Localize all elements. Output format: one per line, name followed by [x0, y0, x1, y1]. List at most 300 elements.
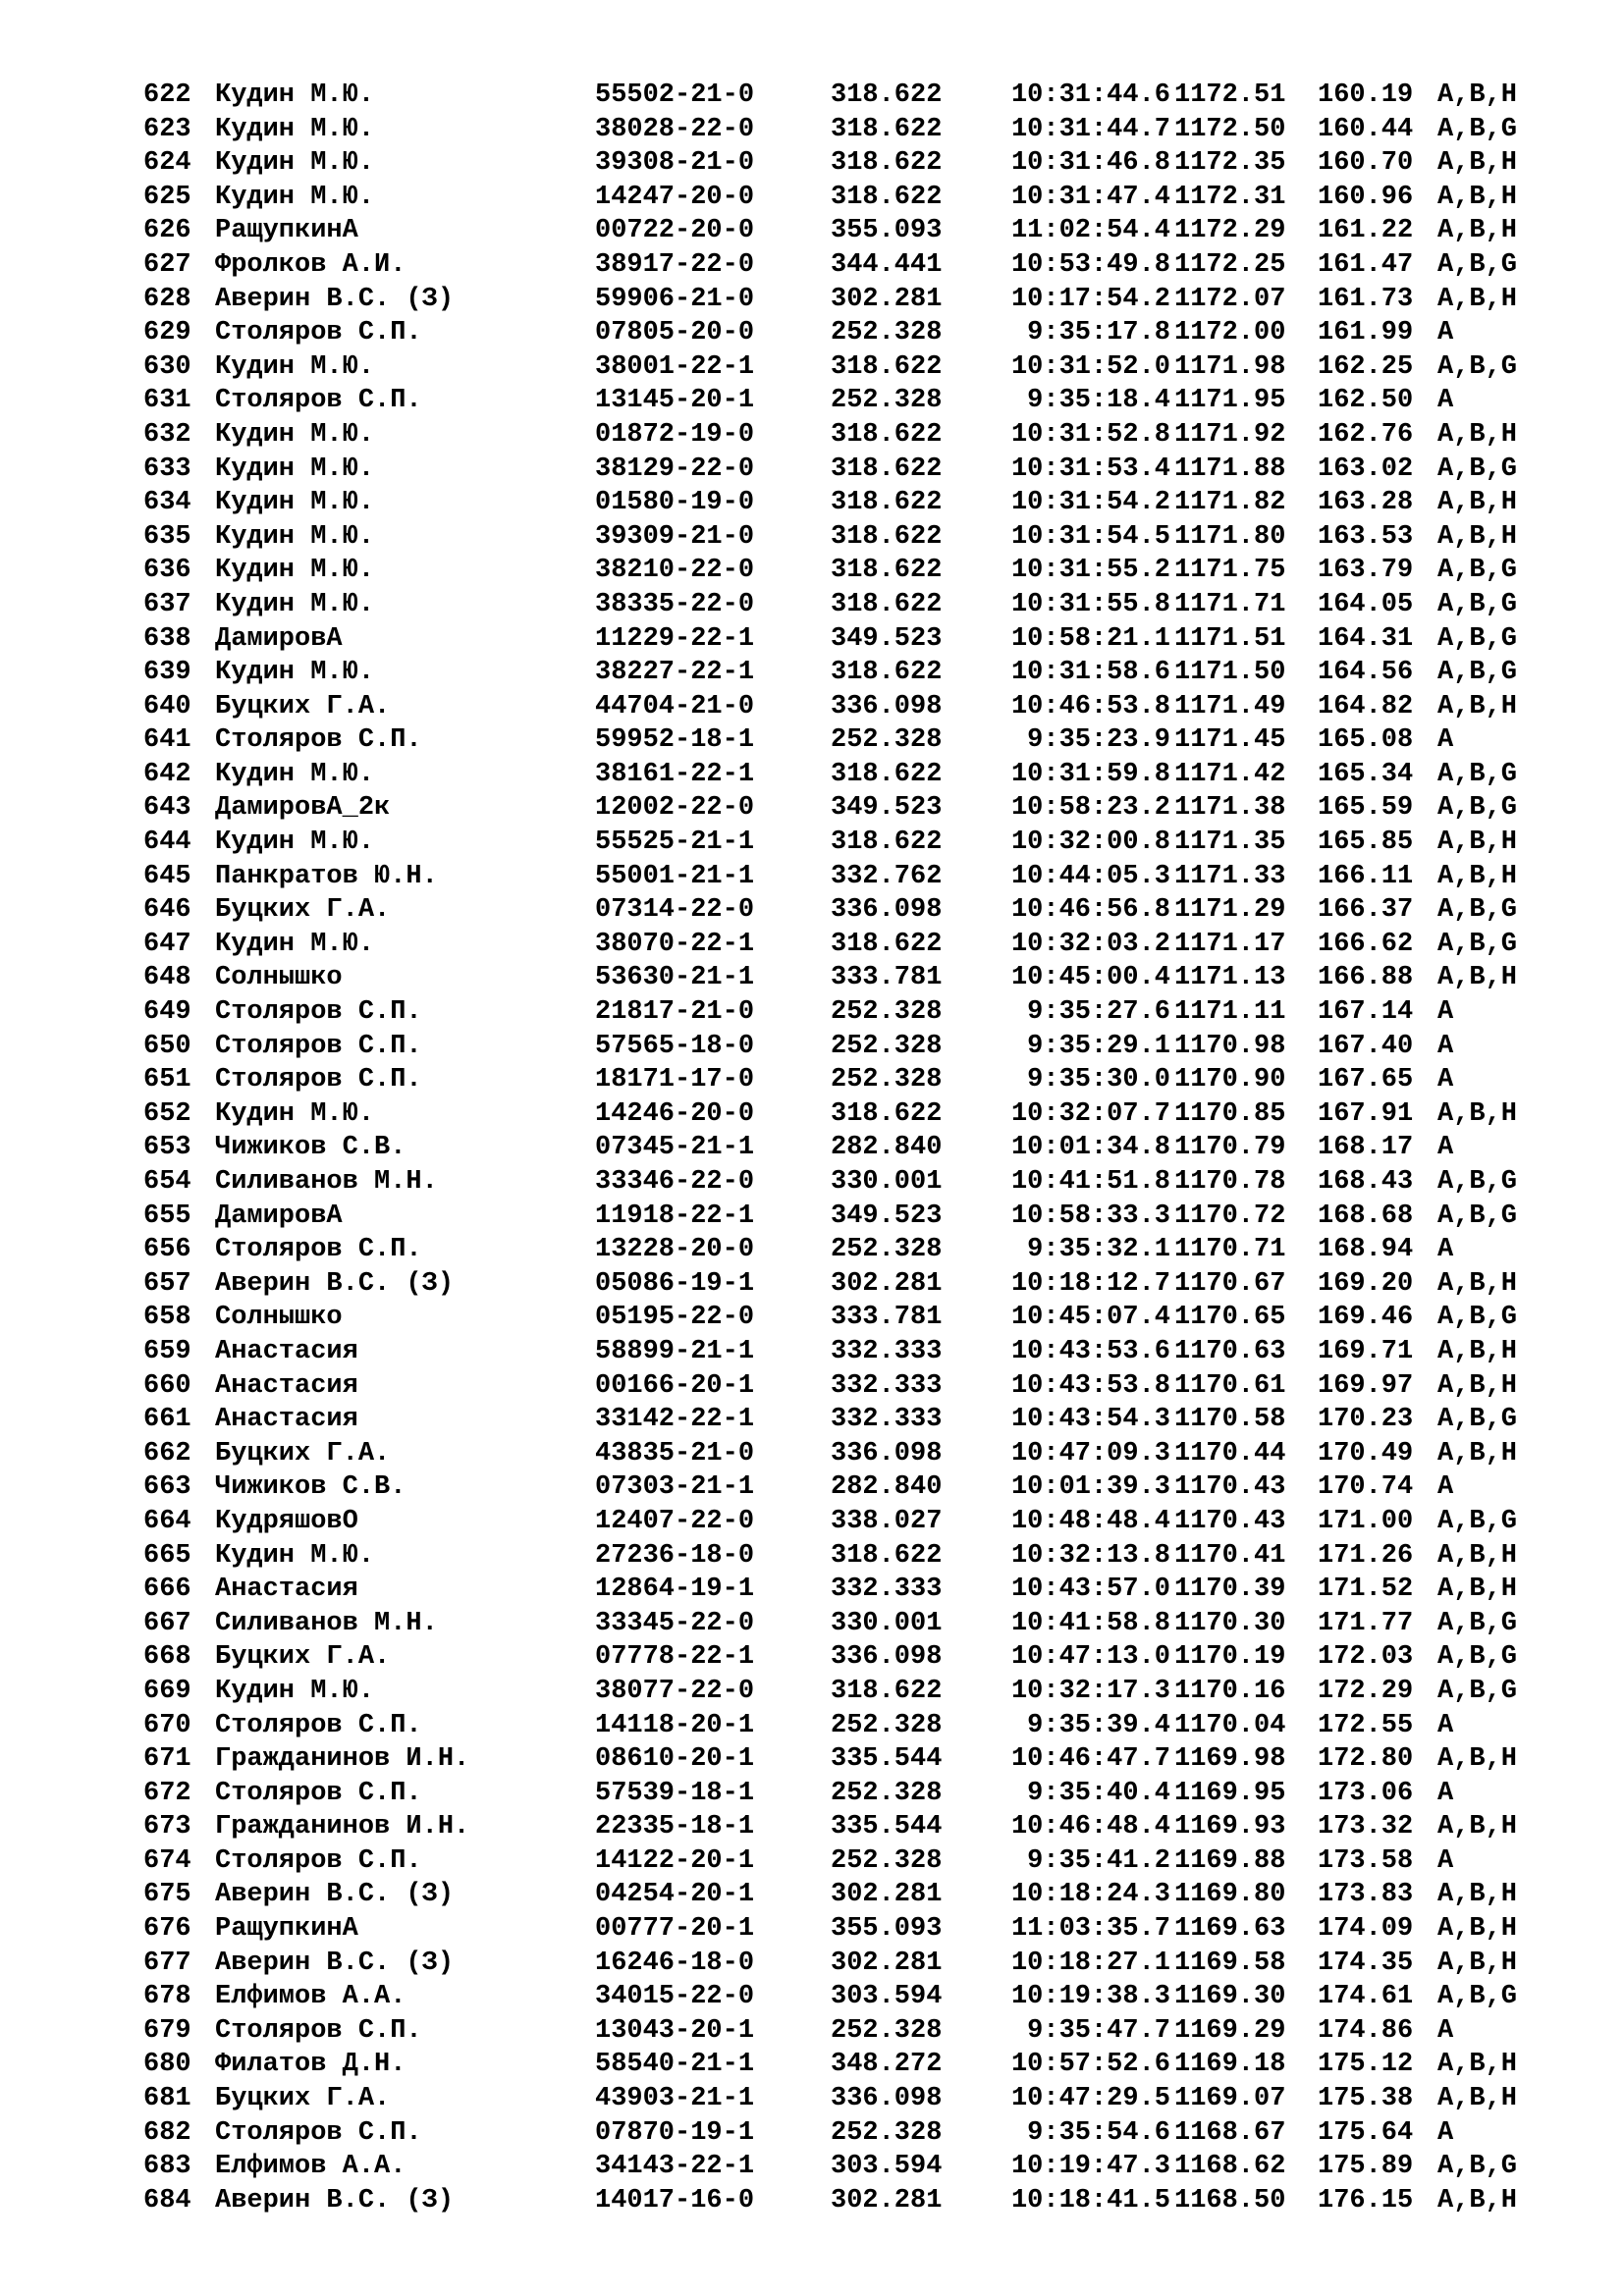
flags-value: A,B,H	[1437, 419, 1518, 450]
flags-value: A,B,G	[1437, 658, 1518, 688]
ring-id: 00722-20-0	[595, 216, 755, 246]
flags-value: A,B,H	[1437, 80, 1518, 110]
arrival-time: 10:31:46.8	[1010, 148, 1170, 179]
coefficient-value: 169.71	[1318, 1336, 1414, 1366]
coefficient-value: 175.89	[1318, 2152, 1414, 2182]
ring-id: 05195-22-0	[595, 1303, 755, 1333]
row-number: 657	[143, 1268, 191, 1299]
participant-name: ДамировА	[215, 623, 343, 654]
participant-name: Анастасия	[215, 1575, 358, 1605]
row-number: 645	[143, 861, 191, 891]
ring-id: 12407-22-0	[595, 1506, 755, 1536]
table-row	[143, 893, 1557, 928]
speed-value: 1172.50	[1174, 114, 1286, 144]
participant-name: Кудин М.Ю.	[215, 148, 375, 179]
distance-value: 252.328	[831, 1031, 943, 1061]
speed-value: 1170.16	[1174, 1676, 1286, 1706]
distance-value: 332.333	[831, 1336, 943, 1366]
coefficient-value: 175.12	[1318, 2050, 1414, 2080]
table-row	[143, 1810, 1557, 1844]
table-row	[143, 826, 1557, 860]
row-number: 643	[143, 793, 191, 824]
coefficient-value: 163.53	[1318, 521, 1414, 552]
row-number: 635	[143, 521, 191, 552]
ring-id: 39309-21-0	[595, 521, 755, 552]
speed-value: 1171.35	[1174, 828, 1286, 858]
speed-value: 1170.04	[1174, 1710, 1286, 1740]
flags-value: A,B,H	[1437, 1948, 1518, 1978]
distance-value: 344.441	[831, 249, 943, 280]
table-row	[143, 1947, 1557, 1981]
participant-name: Кудин М.Ю.	[215, 419, 375, 450]
speed-value: 1172.07	[1174, 284, 1286, 314]
ring-id: 57565-18-0	[595, 1031, 755, 1061]
flags-value: A,B,H	[1437, 2050, 1518, 2080]
speed-value: 1169.58	[1174, 1948, 1286, 1978]
ring-id: 07345-21-1	[595, 1133, 755, 1163]
speed-value: 1169.29	[1174, 2015, 1286, 2046]
ring-id: 59906-21-0	[595, 284, 755, 314]
speed-value: 1171.98	[1174, 351, 1286, 382]
participant-name: Столяров С.П.	[215, 1778, 422, 1808]
ring-id: 18171-17-0	[595, 1065, 755, 1095]
distance-value: 349.523	[831, 623, 943, 654]
row-number: 676	[143, 1914, 191, 1945]
coefficient-value: 171.26	[1318, 1540, 1414, 1571]
table-row	[143, 2116, 1557, 2151]
speed-value: 1172.35	[1174, 148, 1286, 179]
table-row	[143, 1369, 1557, 1404]
distance-value: 335.544	[831, 1812, 943, 1842]
table-row	[143, 146, 1557, 181]
flags-value: A,B,H	[1437, 1098, 1518, 1129]
participant-name: Кудин М.Ю.	[215, 488, 375, 518]
coefficient-value: 170.23	[1318, 1405, 1414, 1435]
row-number: 641	[143, 725, 191, 756]
coefficient-value: 175.64	[1318, 2117, 1414, 2148]
participant-name: Аверин В.С. (З)	[215, 1880, 455, 1910]
arrival-time: 10:58:21.1	[1010, 623, 1170, 654]
arrival-time: 9:35:39.4	[1027, 1710, 1170, 1740]
speed-value: 1169.07	[1174, 2084, 1286, 2114]
flags-value: A,B,G	[1437, 1676, 1518, 1706]
row-number: 663	[143, 1472, 191, 1503]
table-row	[143, 1912, 1557, 1947]
table-row	[143, 2150, 1557, 2184]
ring-id: 13145-20-1	[595, 386, 755, 416]
participant-name: Филатов Д.Н.	[215, 2050, 406, 2080]
ring-id: 44704-21-0	[595, 691, 755, 721]
coefficient-value: 173.06	[1318, 1778, 1414, 1808]
speed-value: 1170.71	[1174, 1235, 1286, 1265]
coefficient-value: 164.05	[1318, 589, 1414, 619]
ring-id: 43903-21-1	[595, 2084, 755, 2114]
distance-value: 282.840	[831, 1472, 943, 1503]
arrival-time: 10:32:13.8	[1010, 1540, 1170, 1571]
row-number: 634	[143, 488, 191, 518]
flags-value: A,B,H	[1437, 1370, 1518, 1401]
flags-value: A	[1437, 1235, 1454, 1265]
table-row	[143, 181, 1557, 215]
participant-name: Кудин М.Ю.	[215, 351, 375, 382]
distance-value: 348.272	[831, 2050, 943, 2080]
coefficient-value: 160.44	[1318, 114, 1414, 144]
flags-value: A,B,H	[1437, 1914, 1518, 1945]
coefficient-value: 168.94	[1318, 1235, 1414, 1265]
row-number: 638	[143, 623, 191, 654]
table-row	[143, 1573, 1557, 1607]
speed-value: 1170.85	[1174, 1098, 1286, 1129]
ring-id: 11918-22-1	[595, 1201, 755, 1231]
coefficient-value: 168.43	[1318, 1167, 1414, 1197]
coefficient-value: 162.25	[1318, 351, 1414, 382]
flags-value: A	[1437, 1845, 1454, 1876]
arrival-time: 10:31:55.8	[1010, 589, 1170, 619]
table-row	[143, 2014, 1557, 2049]
flags-value: A,B,G	[1437, 454, 1518, 484]
distance-value: 332.333	[831, 1575, 943, 1605]
table-row	[143, 995, 1557, 1030]
coefficient-value: 174.35	[1318, 1948, 1414, 1978]
row-number: 622	[143, 80, 191, 110]
distance-value: 335.544	[831, 1744, 943, 1775]
coefficient-value: 170.74	[1318, 1472, 1414, 1503]
arrival-time: 10:31:59.8	[1010, 759, 1170, 789]
participant-name: Елфимов А.А.	[215, 2152, 406, 2182]
row-number: 633	[143, 454, 191, 484]
participant-name: Кудин М.Ю.	[215, 759, 375, 789]
speed-value: 1171.45	[1174, 725, 1286, 756]
flags-value: A,B,H	[1437, 1812, 1518, 1842]
arrival-time: 10:43:53.6	[1010, 1336, 1170, 1366]
coefficient-value: 169.20	[1318, 1268, 1414, 1299]
row-number: 675	[143, 1880, 191, 1910]
arrival-time: 10:45:00.4	[1010, 963, 1170, 993]
distance-value: 302.281	[831, 1948, 943, 1978]
arrival-time: 10:31:52.8	[1010, 419, 1170, 450]
distance-value: 252.328	[831, 2015, 943, 2046]
speed-value: 1171.92	[1174, 419, 1286, 450]
distance-value: 333.781	[831, 963, 943, 993]
coefficient-value: 172.80	[1318, 1744, 1414, 1775]
table-row	[143, 486, 1557, 520]
speed-value: 1171.88	[1174, 454, 1286, 484]
coefficient-value: 168.68	[1318, 1201, 1414, 1231]
speed-value: 1170.90	[1174, 1065, 1286, 1095]
participant-name: ДамировА_2к	[215, 793, 391, 824]
distance-value: 282.840	[831, 1133, 943, 1163]
ring-id: 14247-20-0	[595, 182, 755, 212]
speed-value: 1169.93	[1174, 1812, 1286, 1842]
table-row	[143, 1777, 1557, 1811]
ring-id: 07303-21-1	[595, 1472, 755, 1503]
row-number: 672	[143, 1778, 191, 1808]
arrival-time: 10:31:52.0	[1010, 351, 1170, 382]
ring-id: 43835-21-0	[595, 1438, 755, 1468]
coefficient-value: 164.82	[1318, 691, 1414, 721]
arrival-time: 10:31:54.2	[1010, 488, 1170, 518]
arrival-time: 10:58:33.3	[1010, 1201, 1170, 1231]
table-row	[143, 690, 1557, 724]
arrival-time: 9:35:41.2	[1027, 1845, 1170, 1876]
speed-value: 1169.18	[1174, 2050, 1286, 2080]
arrival-time: 10:31:44.6	[1010, 80, 1170, 110]
participant-name: Аверин В.С. (З)	[215, 284, 455, 314]
table-row	[143, 758, 1557, 792]
row-number: 630	[143, 351, 191, 382]
ring-id: 14122-20-1	[595, 1845, 755, 1876]
participant-name: Кудин М.Ю.	[215, 1676, 375, 1706]
table-row	[143, 1539, 1557, 1574]
participant-name: Кудин М.Ю.	[215, 1540, 375, 1571]
distance-value: 302.281	[831, 2185, 943, 2216]
ring-id: 38917-22-0	[595, 249, 755, 280]
distance-value: 318.622	[831, 182, 943, 212]
arrival-time: 10:31:54.5	[1010, 521, 1170, 552]
participant-name: Кудин М.Ю.	[215, 182, 375, 212]
participant-name: Столяров С.П.	[215, 1235, 422, 1265]
coefficient-value: 172.03	[1318, 1642, 1414, 1673]
coefficient-value: 165.08	[1318, 725, 1414, 756]
arrival-time: 9:35:54.6	[1027, 2117, 1170, 2148]
ring-id: 16246-18-0	[595, 1948, 755, 1978]
row-number: 655	[143, 1201, 191, 1231]
coefficient-value: 163.02	[1318, 454, 1414, 484]
coefficient-value: 172.55	[1318, 1710, 1414, 1740]
distance-value: 302.281	[831, 1268, 943, 1299]
distance-value: 355.093	[831, 1914, 943, 1945]
distance-value: 252.328	[831, 1845, 943, 1876]
arrival-time: 9:35:47.7	[1027, 2015, 1170, 2046]
participant-name: Столяров С.П.	[215, 1031, 422, 1061]
flags-value: A,B,H	[1437, 691, 1518, 721]
coefficient-value: 167.65	[1318, 1065, 1414, 1095]
table-row	[143, 723, 1557, 758]
distance-value: 318.622	[831, 1540, 943, 1571]
flags-value: A,B,G	[1437, 623, 1518, 654]
flags-value: A,B,G	[1437, 793, 1518, 824]
distance-value: 336.098	[831, 1642, 943, 1673]
table-row	[143, 1505, 1557, 1539]
speed-value: 1170.61	[1174, 1370, 1286, 1401]
flags-value: A,B,H	[1437, 216, 1518, 246]
flags-value: A	[1437, 1472, 1454, 1503]
ring-id: 38161-22-1	[595, 759, 755, 789]
participant-name: Столяров С.П.	[215, 2015, 422, 2046]
participant-name: Кудин М.Ю.	[215, 454, 375, 484]
row-number: 640	[143, 691, 191, 721]
participant-name: Гражданинов И.Н.	[215, 1744, 470, 1775]
coefficient-value: 161.73	[1318, 284, 1414, 314]
row-number: 632	[143, 419, 191, 450]
arrival-time: 10:31:47.4	[1010, 182, 1170, 212]
flags-value: A	[1437, 1065, 1454, 1095]
arrival-time: 9:35:30.0	[1027, 1065, 1170, 1095]
participant-name: Кудин М.Ю.	[215, 589, 375, 619]
flags-value: A,B,H	[1437, 284, 1518, 314]
flags-value: A,B,G	[1437, 1506, 1518, 1536]
flags-value: A,B,G	[1437, 1405, 1518, 1435]
speed-value: 1169.95	[1174, 1778, 1286, 1808]
row-number: 651	[143, 1065, 191, 1095]
distance-value: 252.328	[831, 1778, 943, 1808]
row-number: 677	[143, 1948, 191, 1978]
row-number: 626	[143, 216, 191, 246]
participant-name: Буцких Г.А.	[215, 691, 391, 721]
table-row	[143, 1470, 1557, 1505]
participant-name: Буцких Г.А.	[215, 1438, 391, 1468]
coefficient-value: 160.70	[1318, 148, 1414, 179]
participant-name: РащупкинА	[215, 216, 358, 246]
coefficient-value: 160.19	[1318, 80, 1414, 110]
row-number: 669	[143, 1676, 191, 1706]
arrival-time: 10:45:07.4	[1010, 1303, 1170, 1333]
row-number: 682	[143, 2117, 191, 2148]
arrival-time: 10:47:09.3	[1010, 1438, 1170, 1468]
speed-value: 1168.67	[1174, 2117, 1286, 2148]
flags-value: A	[1437, 1133, 1454, 1163]
arrival-time: 9:35:32.1	[1027, 1235, 1170, 1265]
distance-value: 336.098	[831, 691, 943, 721]
flags-value: A	[1437, 318, 1454, 348]
distance-value: 333.781	[831, 1303, 943, 1333]
coefficient-value: 163.28	[1318, 488, 1414, 518]
flags-value: A,B,H	[1437, 1744, 1518, 1775]
participant-name: Елфимов А.А.	[215, 1982, 406, 2012]
distance-value: 349.523	[831, 793, 943, 824]
participant-name: Кудин М.Ю.	[215, 114, 375, 144]
speed-value: 1172.00	[1174, 318, 1286, 348]
speed-value: 1170.72	[1174, 1201, 1286, 1231]
speed-value: 1171.75	[1174, 556, 1286, 586]
distance-value: 252.328	[831, 386, 943, 416]
coefficient-value: 171.00	[1318, 1506, 1414, 1536]
arrival-time: 10:32:07.7	[1010, 1098, 1170, 1129]
table-row	[143, 928, 1557, 962]
participant-name: Анастасия	[215, 1370, 358, 1401]
ring-id: 21817-21-0	[595, 997, 755, 1028]
speed-value: 1171.11	[1174, 997, 1286, 1028]
speed-value: 1171.29	[1174, 895, 1286, 926]
speed-value: 1169.63	[1174, 1914, 1286, 1945]
row-number: 661	[143, 1405, 191, 1435]
participant-name: Кудин М.Ю.	[215, 658, 375, 688]
speed-value: 1170.43	[1174, 1506, 1286, 1536]
arrival-time: 10:31:44.7	[1010, 114, 1170, 144]
arrival-time: 10:31:53.4	[1010, 454, 1170, 484]
speed-value: 1170.30	[1174, 1608, 1286, 1638]
ring-id: 08610-20-1	[595, 1744, 755, 1775]
speed-value: 1170.63	[1174, 1336, 1286, 1366]
row-number: 646	[143, 895, 191, 926]
distance-value: 318.622	[831, 828, 943, 858]
speed-value: 1170.44	[1174, 1438, 1286, 1468]
table-row	[143, 1030, 1557, 1064]
ring-id: 11229-22-1	[595, 623, 755, 654]
row-number: 654	[143, 1167, 191, 1197]
flags-value: A,B,H	[1437, 182, 1518, 212]
row-number: 671	[143, 1744, 191, 1775]
participant-name: Столяров С.П.	[215, 386, 422, 416]
row-number: 650	[143, 1031, 191, 1061]
flags-value: A,B,H	[1437, 1268, 1518, 1299]
distance-value: 330.001	[831, 1167, 943, 1197]
coefficient-value: 174.09	[1318, 1914, 1414, 1945]
table-row	[143, 1878, 1557, 1912]
distance-value: 303.594	[831, 2152, 943, 2182]
distance-value: 318.622	[831, 488, 943, 518]
flags-value: A,B,H	[1437, 148, 1518, 179]
ring-id: 14017-16-0	[595, 2185, 755, 2216]
flags-value: A	[1437, 2015, 1454, 2046]
flags-value: A,B,H	[1437, 1336, 1518, 1366]
participant-name: Анастасия	[215, 1336, 358, 1366]
arrival-time: 9:35:17.8	[1027, 318, 1170, 348]
speed-value: 1170.39	[1174, 1575, 1286, 1605]
participant-name: Кудин М.Ю.	[215, 1098, 375, 1129]
table-row	[143, 622, 1557, 657]
flags-value: A	[1437, 1031, 1454, 1061]
participant-name: Столяров С.П.	[215, 725, 422, 756]
table-row	[143, 791, 1557, 826]
participant-name: Панкратов Ю.Н.	[215, 861, 438, 891]
row-number: 673	[143, 1812, 191, 1842]
participant-name: Кудин М.Ю.	[215, 828, 375, 858]
speed-value: 1169.88	[1174, 1845, 1286, 1876]
distance-value: 252.328	[831, 1710, 943, 1740]
table-row	[143, 113, 1557, 147]
arrival-time: 10:01:39.3	[1010, 1472, 1170, 1503]
participant-name: Кудин М.Ю.	[215, 929, 375, 959]
flags-value: A,B,G	[1437, 1201, 1518, 1231]
participant-name: Столяров С.П.	[215, 318, 422, 348]
table-row	[143, 1165, 1557, 1200]
ring-id: 00777-20-1	[595, 1914, 755, 1945]
row-number: 664	[143, 1506, 191, 1536]
ring-id: 13228-20-0	[595, 1235, 755, 1265]
table-row	[143, 418, 1557, 453]
participant-name: Аверин В.С. (З)	[215, 1268, 455, 1299]
ring-id: 33345-22-0	[595, 1608, 755, 1638]
distance-value: 252.328	[831, 2117, 943, 2148]
speed-value: 1168.62	[1174, 2152, 1286, 2182]
speed-value: 1171.51	[1174, 623, 1286, 654]
ring-id: 07805-20-0	[595, 318, 755, 348]
speed-value: 1170.79	[1174, 1133, 1286, 1163]
row-number: 662	[143, 1438, 191, 1468]
flags-value: A,B,G	[1437, 759, 1518, 789]
flags-value: A,B,H	[1437, 2185, 1518, 2216]
participant-name: Буцких Г.А.	[215, 895, 391, 926]
coefficient-value: 165.59	[1318, 793, 1414, 824]
coefficient-value: 174.61	[1318, 1982, 1414, 2012]
speed-value: 1170.78	[1174, 1167, 1286, 1197]
row-number: 683	[143, 2152, 191, 2182]
arrival-time: 10:47:13.0	[1010, 1642, 1170, 1673]
participant-name: Столяров С.П.	[215, 1710, 422, 1740]
speed-value: 1172.29	[1174, 216, 1286, 246]
table-row	[143, 1200, 1557, 1234]
speed-value: 1169.98	[1174, 1744, 1286, 1775]
row-number: 678	[143, 1982, 191, 2012]
flags-value: A,B,G	[1437, 1642, 1518, 1673]
table-row	[143, 1131, 1557, 1165]
row-number: 684	[143, 2185, 191, 2216]
coefficient-value: 165.34	[1318, 759, 1414, 789]
ring-id: 38001-22-1	[595, 351, 755, 382]
ring-id: 38335-22-0	[595, 589, 755, 619]
coefficient-value: 161.99	[1318, 318, 1414, 348]
